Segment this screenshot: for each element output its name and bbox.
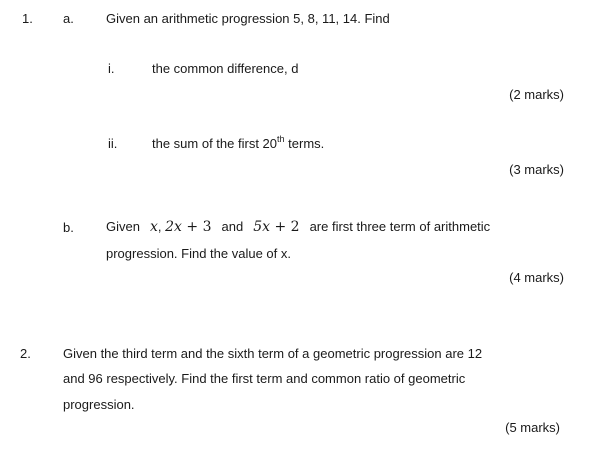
- question-2-line3: progression.: [63, 397, 135, 412]
- question-2-line1: Given the third term and the sixth term of a geometric progression are 12: [63, 346, 483, 361]
- question-1a-stem: Given an arithmetic progression 5, 8, 11, 14. Find: [106, 11, 390, 26]
- question-1b-marks: (4 marks): [509, 270, 564, 285]
- question-1a-ii-text-after: terms.: [284, 136, 325, 151]
- question-1b-label: b.: [63, 220, 74, 235]
- question-1b-comma: ,: [157, 219, 166, 234]
- question-1b-rest: are first three term of arithmetic: [309, 219, 491, 234]
- question-1-number: 1.: [22, 11, 33, 26]
- question-1b-and: and: [221, 219, 244, 234]
- question-1a-i-label: i.: [108, 61, 115, 76]
- question-1a-ii-text: [152, 133, 325, 152]
- question-2-marks: (5 marks): [505, 420, 560, 435]
- question-1a-ii-superscript: th: [277, 133, 285, 144]
- question-1b-expr1: x: [149, 219, 158, 235]
- question-1a-i-marks: (2 marks): [509, 87, 564, 102]
- question-1a-i-text: the common difference, d: [152, 61, 299, 76]
- question-1b-expr3: 5x + 2: [253, 219, 300, 235]
- question-1a-ii-marks: (3 marks): [509, 162, 564, 177]
- question-2-line2: and 96 respectively. Find the first term and common ratio of geometric: [63, 371, 466, 386]
- question-2-number: 2.: [20, 346, 31, 361]
- question-1a-ii-label: ii.: [108, 136, 118, 151]
- question-1b-line1: [106, 219, 490, 235]
- question-1a-ii-text-before: the sum of the first 20: [152, 136, 278, 151]
- question-1a-label: a.: [63, 11, 74, 26]
- question-1b-expr2: 2x + 3: [165, 219, 212, 235]
- question-1b-line2: progression. Find the value of x.: [106, 246, 291, 261]
- question-1b-given: Given: [106, 219, 140, 234]
